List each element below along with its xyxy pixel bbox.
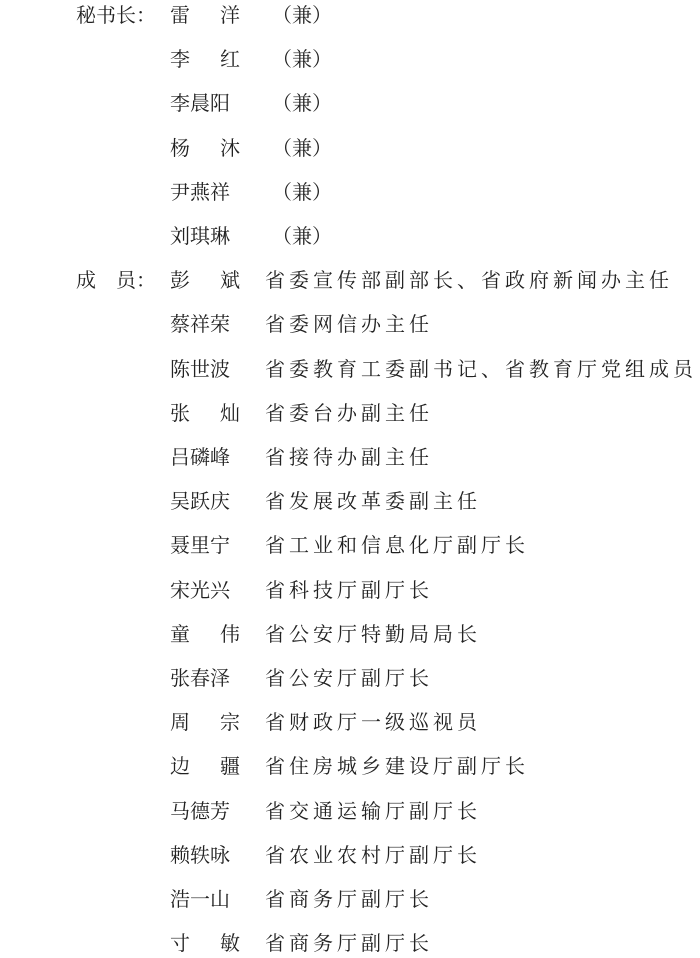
position-title: 省委台办副主任 xyxy=(265,400,433,425)
person-name: 聂里宁 xyxy=(170,533,230,558)
person-name: 浩一山 xyxy=(170,887,230,911)
person-name: 蔡祥荣 xyxy=(170,312,230,337)
position-title: 省接待办副主任 xyxy=(265,445,433,469)
concurrent-note: （兼） xyxy=(272,224,332,248)
person-name: 李 红 xyxy=(170,47,240,72)
person-name: 周 宗 xyxy=(170,710,240,735)
person-name: 雷 洋 xyxy=(170,3,240,27)
person-name: 寸 敏 xyxy=(170,931,240,956)
position-title: 省委网信办主任 xyxy=(265,312,433,337)
position-title: 省财政厅一级巡视员 xyxy=(265,710,481,735)
person-name: 吕磷峰 xyxy=(170,445,230,469)
members-label: 成 员： xyxy=(76,268,156,293)
person-name: 宋光兴 xyxy=(170,577,230,602)
position-title: 省科技厅副厅长 xyxy=(265,577,433,602)
position-title: 省公安厅副厅长 xyxy=(265,666,433,690)
position-title: 省工业和信息化厅副厅长 xyxy=(265,533,529,558)
person-name: 张春泽 xyxy=(170,666,230,690)
person-name: 李晨阳 xyxy=(170,91,230,116)
position-title: 省农业农村厅副厅长 xyxy=(265,842,481,867)
person-name: 杨 沐 xyxy=(170,135,240,160)
secretary-general-label: 秘书长： xyxy=(76,3,156,27)
person-name: 边 疆 xyxy=(170,754,240,779)
person-name: 尹燕祥 xyxy=(170,179,230,204)
position-title: 省商务厅副厅长 xyxy=(265,931,433,956)
concurrent-note: （兼） xyxy=(272,135,332,160)
person-name: 马德芳 xyxy=(170,798,230,823)
person-name: 吴跃庆 xyxy=(170,489,230,514)
position-title: 省交通运输厅副厅长 xyxy=(265,798,481,823)
person-name: 赖轶咏 xyxy=(170,842,230,867)
position-title: 省住房城乡建设厅副厅长 xyxy=(265,754,529,779)
concurrent-note: （兼） xyxy=(272,3,332,27)
person-name: 童 伟 xyxy=(170,621,240,646)
concurrent-note: （兼） xyxy=(272,47,332,72)
concurrent-note: （兼） xyxy=(272,91,332,116)
person-name: 张 灿 xyxy=(170,400,240,425)
person-name: 刘琪琳 xyxy=(170,224,230,248)
position-title: 省发展改革委副主任 xyxy=(265,489,481,514)
concurrent-note: （兼） xyxy=(272,179,332,204)
position-title: 省委教育工委副书记、省教育厅党组成员 xyxy=(265,356,697,381)
position-title: 省公安厅特勤局局长 xyxy=(265,621,481,646)
position-title: 省商务厅副厅长 xyxy=(265,887,433,911)
person-name: 陈世波 xyxy=(170,356,230,381)
position-title: 省委宣传部副部长、省政府新闻办主任 xyxy=(265,268,673,293)
person-name: 彭 斌 xyxy=(170,268,240,293)
